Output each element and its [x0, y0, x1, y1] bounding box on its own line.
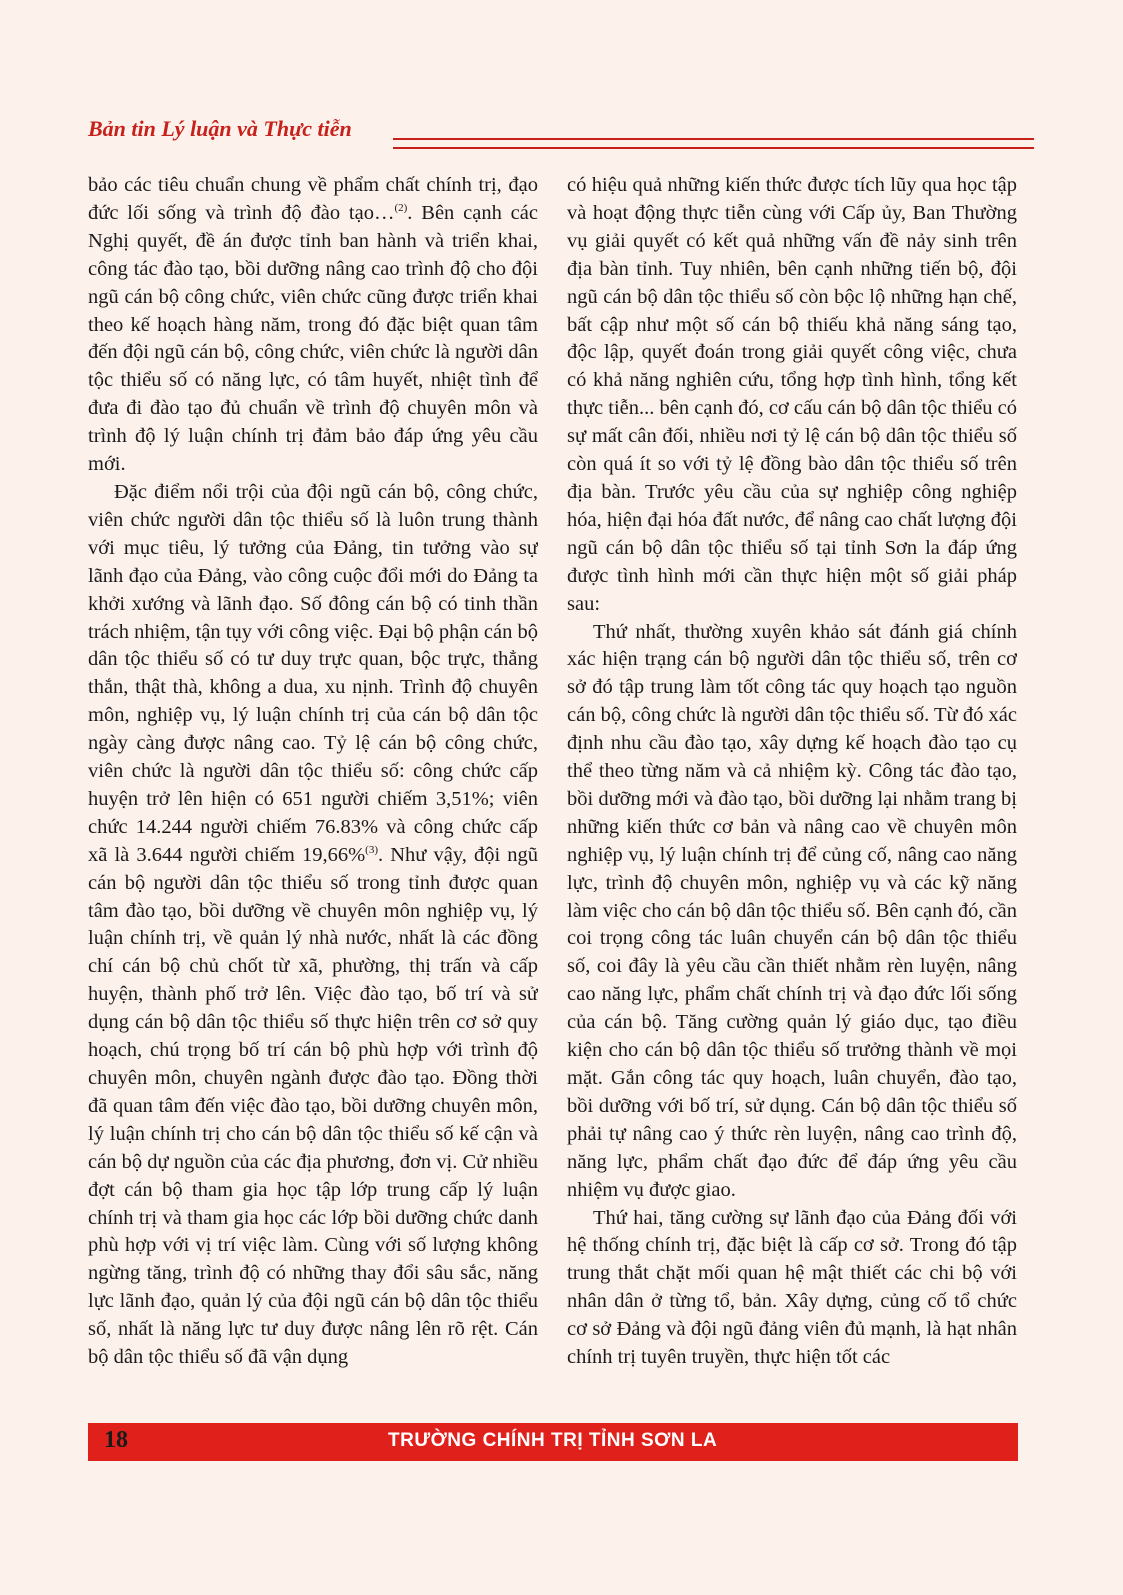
paragraph-text: . Bên cạnh các Nghị quyết, đề án được tỉnh ban hành và triển khai, công tác đào tạo, bồi dưỡng nâng cao trình độ cho đội ngũ cán bộ công chức, viên chức cũng được triển khai theo kế hoạch hàng năm, trong đó đặc biệt quan tâm đến đội ngũ cán bộ, công chức, viên chức là người dân tộc thiểu số có năng lực, có tâm huyết, nhiệt tình để đưa đi đào tạo đủ chuẩn về trình độ chuyên môn và trình độ lý luận chính trị đảm bảo đáp ứng yêu cầu mới. [88, 201, 538, 476]
paragraph [88, 479, 538, 1372]
left-column [88, 172, 538, 1412]
paragraph: Thứ hai, tăng cường sự lãnh đạo của Đảng đối với hệ thống chính trị, đặc biệt là cấp cơ sở. Trong đó tập trung thắt chặt mối quan hệ mật thiết các chi bộ với nhân dân ở từng tổ, bản. Xây dựng, củng cố tổ chức cơ sở Đảng và đội ngũ đảng viên đủ mạnh, là hạt nhân chính trị tuyên truyền, thực hiện tốt các [567, 1206, 1017, 1369]
page-number: 18 [104, 1427, 128, 1453]
right-column [567, 172, 1017, 1412]
header-double-rule [393, 138, 1034, 149]
footer-institution: TRƯỜNG CHÍNH TRỊ TỈNH SƠN LA [388, 1430, 718, 1451]
running-header [88, 116, 1034, 150]
paragraph [88, 172, 538, 479]
footnote-ref: (2) [394, 202, 408, 215]
paragraph: có hiệu quả những kiến thức được tích lũy qua học tập và hoạt động thực tiễn cùng với Cấp ủy, Ban Thường vụ giải quyết có kết quả những vấn đề nảy sinh trên địa bàn tỉnh. Tuy nhiên, bên cạnh những tiến bộ, đội ngũ cán bộ dân tộc thiểu số còn bộc lộ những hạn chế, bất cập như một số cán bộ thiếu khả năng sáng tạo, độc lập, quyết đoán trong giải quyết công việc, chưa có khả năng nghiên cứu, tổng hợp tình hình, tổng kết thực tiễn... bên cạnh đó, cơ cấu cán bộ dân tộc thiểu có sự mất cân đối, nhiều nơi tỷ lệ cán bộ dân tộc thiểu số còn quá ít so với tỷ lệ đồng bào dân tộc thiểu số trên địa bàn. Trước yêu cầu của sự nghiệp công nghiệp hóa, hiện đại hóa đất nước, để nâng cao chất lượng đội ngũ cán bộ dân tộc thiểu số tại tỉnh Sơn la đáp ứng được tình hình mới cần thực hiện một số giải pháp sau: [567, 174, 1017, 615]
footnote-ref: (3) [365, 843, 378, 856]
paragraph-text: Đặc điểm nổi trội của đội ngũ cán bộ, công chức, viên chức người dân tộc thiểu số là luôn trung thành với mục tiêu, lý tưởng của Đảng, tin tưởng vào sự lãnh đạo của Đảng, vào công cuộc đổi mới do Đảng ta khởi xướng và lãnh đạo. Số đông cán bộ có tinh thần trách nhiệm, tận tụy với công việc. Đại bộ phận cán bộ dân tộc thiểu số có tư duy trực quan, bộc trực, thẳng thắn, thật thà, không a dua, xu nịnh. Trình độ chuyên môn, nghiệp vụ, lý luận chính trị của cán bộ dân tộc ngày càng được nâng cao. Tỷ lệ cán bộ công chức, viên chức là người dân tộc thiểu số: công chức cấp huyện trở lên hiện có 651 người chiếm 3,51%; viên chức 14.244 người chiếm 76.83% và công chức cấp xã là 3.644 người chiếm 19,66% [88, 480, 538, 866]
paragraph: Thứ nhất, thường xuyên khảo sát đánh giá chính xác hiện trạng cán bộ người dân tộc thiểu số, trên cơ sở đó tập trung làm tốt công tác quy hoạch tạo nguồn cán bộ, công chức là người dân tộc thiểu số. Từ đó xác định nhu cầu đào tạo, xây dựng kế hoạch đào tạo cụ thể theo từng năm và cả nhiệm kỳ. Công tác đào tạo, bồi dưỡng mới và đào tạo, bồi dưỡng lại nhằm trang bị những kiến thức cơ bản và nâng cao về chuyên môn nghiệp vụ, lý luận chính trị để củng cố, nâng cao năng lực, trình độ chuyên môn, nghiệp vụ và các kỹ năng làm việc cho cán bộ dân tộc thiểu số. Bên cạnh đó, cần coi trọng công tác luân chuyển cán bộ dân tộc thiểu số, coi đây là yêu cầu cần thiết nhằm rèn luyện, nâng cao năng lực, phẩm chất chính trị và đạo đức lối sống của cán bộ. Tăng cường quản lý giáo dục, tạo điều kiện cho cán bộ dân tộc thiểu số trưởng thành về mọi mặt. Gắn công tác quy hoạch, luân chuyển, đào tạo, bồi dưỡng với bố trí, sử dụng. Cán bộ dân tộc thiểu số phải tự nâng cao ý thức rèn luyện, nâng cao trình độ, năng lực, phẩm chất đạo đức để đáp ứng yêu cầu nhiệm vụ được giao. [567, 620, 1017, 1201]
bulletin-title: Bản tin Lý luận và Thực tiễn [88, 116, 352, 141]
paragraph-text: . Như vậy, đội ngũ cán bộ người dân tộc thiểu số trong tỉnh được quan tâm đào tạo, bồi dưỡng về chuyên môn nghiệp vụ, lý luận chính trị, về quản lý nhà nước, nhất là các đồng chí cán bộ chủ chốt từ xã, phường, thị trấn và cấp huyện, thành phố trở lên. Việc đào tạo, bố trí và sử dụng cán bộ dân tộc thiểu số thực hiện trên cơ sở quy hoạch, chú trọng bố trí cán bộ phù hợp với trình độ chuyên môn, chuyên ngành được đào tạo. Đồng thời đã quan tâm đến việc đào tạo, bồi dưỡng chuyên môn, lý luận chính trị cho cán bộ dân tộc thiểu số kế cận và cán bộ dự nguồn của các địa phương, đơn vị. Cử nhiều đợt cán bộ tham gia học tập lớp trung cấp lý luận chính trị và tham gia học các lớp bồi dưỡng chức danh phù hợp với vị trí việc làm. Cùng với số lượng không ngừng tăng, trình độ có những thay đổi sâu sắc, năng lực lãnh đạo, quản lý của đội ngũ cán bộ dân tộc thiểu số, nhất là năng lực tư duy được nâng lên rõ rệt. Cán bộ dân tộc thiểu số đã vận dụng [88, 843, 538, 1369]
paragraph-text: bảo các tiêu chuẩn chung về phẩm chất chính trị, đạo đức lối sống và trình độ đào tạo… [88, 174, 538, 224]
footer-bar [88, 1423, 1018, 1461]
